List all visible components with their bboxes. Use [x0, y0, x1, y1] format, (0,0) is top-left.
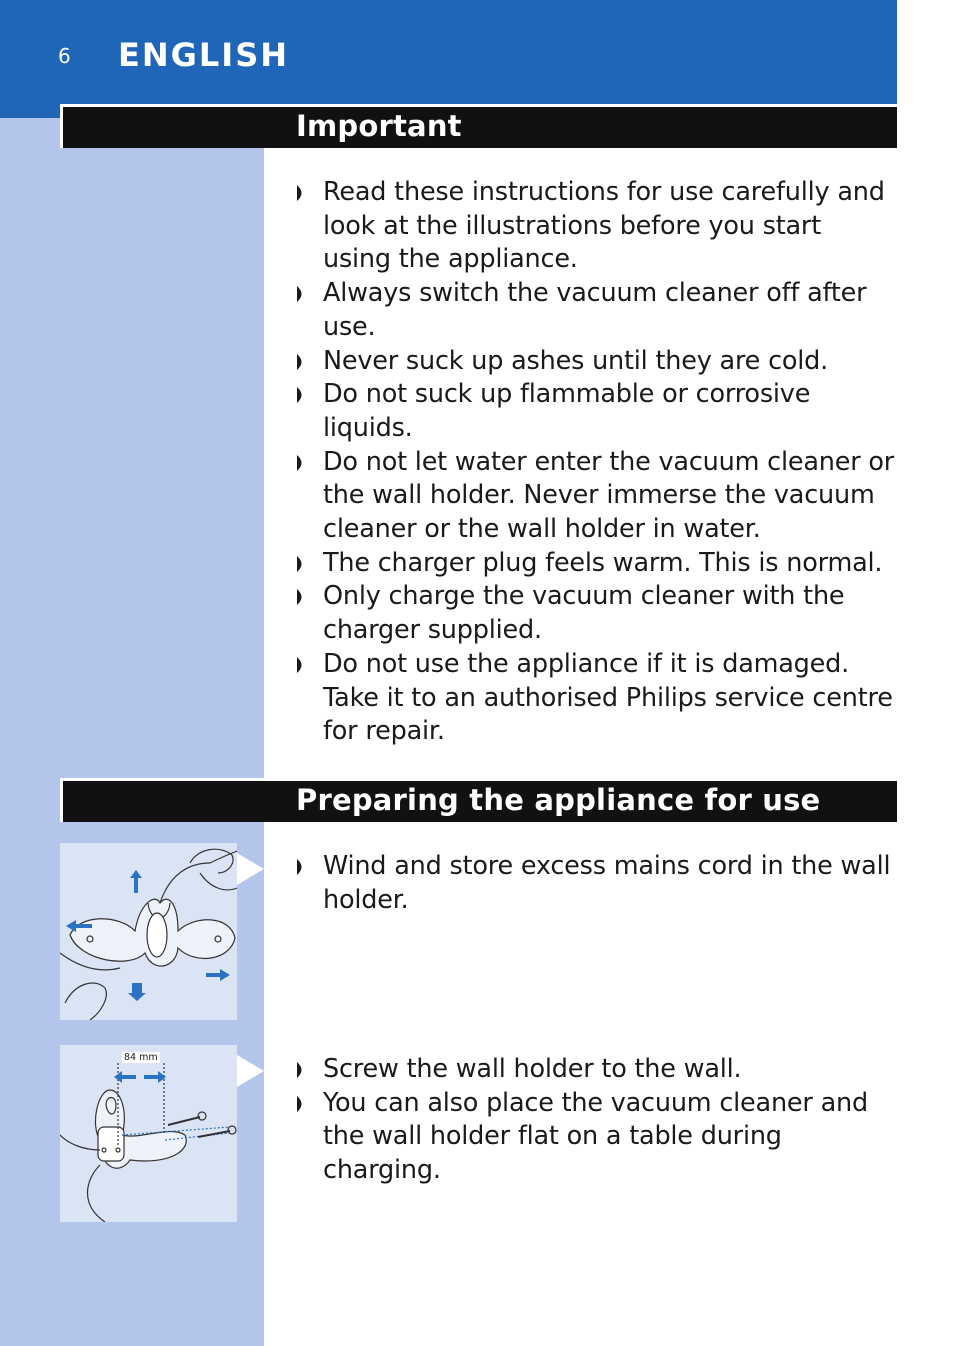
bullet-icon [296, 656, 306, 674]
preparing-section-header [60, 778, 897, 822]
bullet-icon [296, 386, 306, 404]
preparing-step2-list [296, 1053, 896, 1188]
list-item [296, 1087, 896, 1188]
cord-figure-drawing [60, 843, 237, 1020]
dimension-label: 84 mm [124, 1052, 158, 1063]
list-item-text: Screw the wall holder to the wall. [323, 1054, 742, 1084]
list-item-text: Do not suck up flammable or corrosive liquids. [323, 379, 811, 443]
bullet-icon [296, 353, 306, 371]
screw-figure-drawing [60, 1045, 237, 1222]
bullet-icon [296, 858, 306, 876]
figure-pointer [237, 1055, 264, 1087]
list-item [296, 277, 896, 344]
list-item [296, 648, 896, 749]
bullet-icon [296, 285, 306, 303]
page-number: 6 [58, 44, 71, 68]
important-section-header [60, 104, 897, 148]
list-item [296, 547, 896, 581]
preparing-step1-list [296, 850, 896, 917]
list-item-text: Always switch the vacuum cleaner off after use. [323, 278, 867, 342]
list-item [296, 446, 896, 547]
bullet-icon [296, 555, 306, 573]
header-tab [0, 105, 60, 118]
list-item-text: Never suck up ashes until they are cold. [323, 345, 829, 376]
wall-holder-cord-illustration [60, 843, 237, 1020]
figure-pointer [237, 853, 264, 885]
section-title-important: Important [296, 109, 462, 143]
bullet-icon [296, 1095, 306, 1113]
list-item-text: You can also place the vacuum cleaner and the wall holder flat on a table during charging. [323, 1087, 868, 1186]
wall-holder-screw-illustration [60, 1045, 237, 1222]
list-item-text: The charger plug feels warm. This is normal. [323, 547, 883, 578]
list-item-text: Wind and store excess mains cord in the wall holder. [323, 851, 891, 915]
list-item-text: Only charge the vacuum cleaner with the charger supplied. [323, 581, 845, 646]
list-item-text: Read these instructions for use carefully and look at the illustrations before you start using the appliance. [323, 177, 885, 275]
section-title-preparing: Preparing the appliance for use [296, 783, 821, 817]
list-item-text: Do not let water enter the vacuum cleaner or the wall holder. Never immerse the vacuum cleaner or the wall holder in water. [323, 446, 895, 545]
bullet-icon [296, 454, 306, 472]
list-item [296, 1053, 896, 1087]
language-title: ENGLISH [118, 36, 290, 74]
list-item [296, 345, 896, 379]
bullet-icon [296, 1061, 306, 1079]
list-item [296, 580, 896, 647]
bullet-icon [296, 184, 306, 202]
list-item [296, 378, 896, 445]
list-item [296, 176, 896, 277]
list-item [296, 850, 896, 917]
bullet-icon [296, 588, 306, 606]
important-list [296, 176, 896, 749]
list-item-text: Do not use the appliance if it is damaged. Take it to an authorised Philips service centre for repair. [323, 648, 893, 747]
